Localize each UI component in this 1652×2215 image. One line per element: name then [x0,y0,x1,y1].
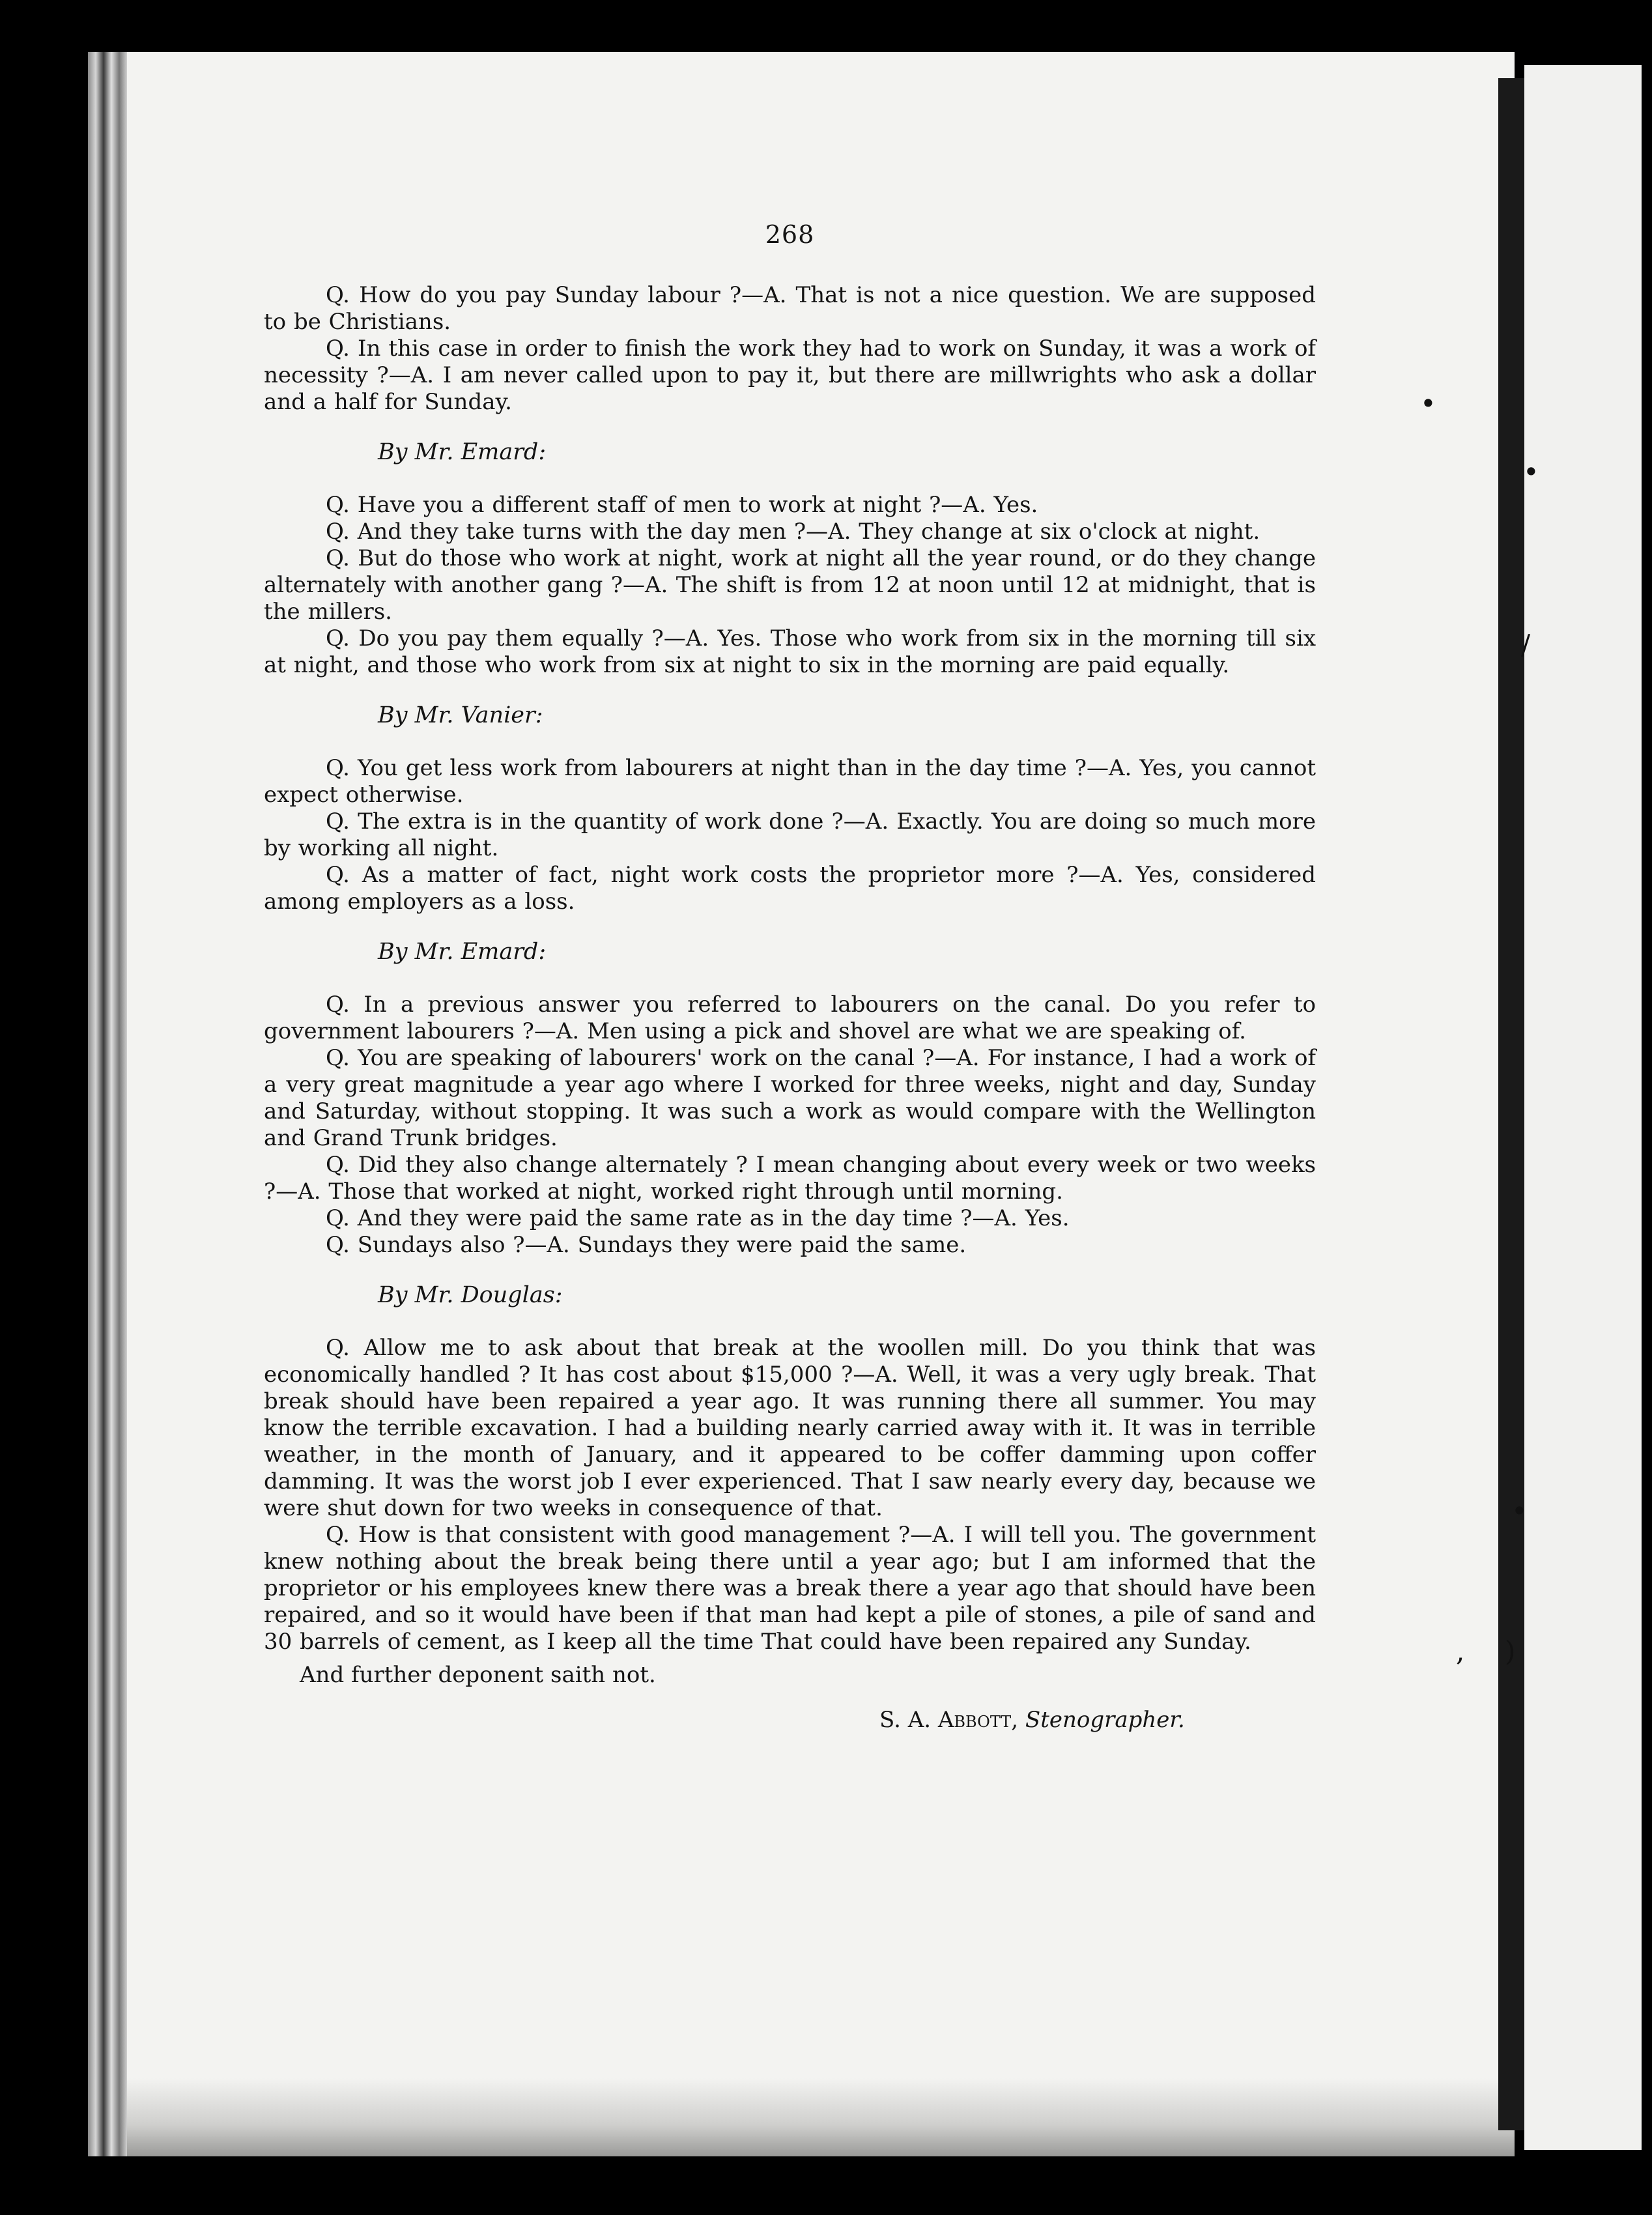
stenographer-signature [264,1707,1316,1734]
signature-title: Stenographer. [1025,1707,1185,1733]
page-number: 268 [765,220,815,249]
question-answer: Q. In this case in order to finish the work they had to work on Sunday, it was a work of necessity ?—A. I am never called upon to pay it, but there are millwrights who ask a dollar and a half for Sunday. [264,336,1316,415]
testimony-section [264,939,1316,1259]
testimony-section [264,282,1316,416]
margin-speck: • [1511,1495,1528,1527]
page-bottom-shadow [127,2078,1515,2156]
question-answer: Q. Have you a different staff of men to work at night ?—A. Yes. [326,492,1038,518]
question-answer: Q. How is that consistent with good management ?—A. I will tell you. The government knew nothing about the break being there until a year ago; but I am informed that the proprietor or his employees knew there was a break there a year ago that should have been repaired, and so it would have been if that man had kept a pile of stones, a pile of sand and 30 barrels of cement, as I keep all the time That could have been repaired any Sunday. [264,1522,1316,1655]
margin-speck: • [1523,456,1539,488]
question-answer: Q. Did they also change alternately ? I mean changing about every week or two weeks ?—A. Those that worked at night, worked right through until morning. [264,1152,1316,1205]
margin-speck: ) [1505,1635,1516,1667]
question-answer: Q. In a previous answer you referred to labourers on the canal. Do you refer to government labourers ?—A. Men using a pick and shovel are what we are speaking of. [264,992,1316,1044]
question-answer: Q. But do those who work at night, work at night all the year round, or do they change alternately with another gang ?—A. The shift is from 12 at noon until 12 at midnight, that is the millers. [264,545,1316,625]
signature-name: S. A. Abbott, [879,1707,1019,1733]
examiner-heading: By Mr. Emard: [378,939,547,965]
margin-speck: / [1521,629,1531,661]
examiner-heading: By Mr. Emard: [378,439,547,465]
testimony-section [264,702,1316,915]
facing-page-edge [1524,65,1642,2150]
margin-speck: • [1420,388,1436,420]
margin-speck: , [1456,1635,1465,1667]
examiner-heading: By Mr. Vanier: [378,702,543,728]
testimony-section [264,439,1316,679]
examiner-heading: By Mr. Douglas: [378,1282,563,1308]
right-page-gutter [1498,78,1524,2130]
page-body [264,222,1316,1734]
question-answer: Q. Sundays also ?—A. Sundays they were paid the same. [326,1232,967,1258]
testimony-section [264,1282,1316,1655]
question-answer: Q. You get less work from labourers at night than in the day time ?—A. Yes, you cannot expect otherwise. [264,755,1316,808]
question-answer: Q. How do you pay Sunday labour ?—A. That is not a nice question. We are supposed to be Christians. [264,282,1316,335]
question-answer: Q. And they take turns with the day men ?—A. They change at six o'clock at night. [326,519,1260,545]
question-answer: Q. And they were paid the same rate as in the day time ?—A. Yes. [326,1205,1070,1231]
question-answer: Q. Allow me to ask about that break at the woollen mill. Do you think that was economically handled ? It has cost about $15,000 ?—A. Well, it was a very ugly break. That break should have been repaired a year ago. It was running there all summer. You may know the terrible excavation. I had a building nearly carried away with it. It was in terrible weather, in the month of January, and it appeared to be coffer damming upon coffer damming. It was the worst job I ever experienced. That I saw nearly every day, because we were shut down for two weeks in consequence of that. [264,1335,1316,1521]
question-answer: Q. You are speaking of labourers' work on the canal ?—A. For instance, I had a work of a very great magnitude a year ago where I worked for three weeks, night and day, Sunday and Saturday, without stopping. It was such a work as would compare with the Wellington and Grand Trunk bridges. [264,1045,1316,1151]
question-answer: Q. As a matter of fact, night work costs the proprietor more ?—A. Yes, considered among employers as a loss. [264,862,1316,915]
question-answer: Q. The extra is in the quantity of work done ?—A. Exactly. You are doing so much more by working all night. [264,808,1316,861]
closing-statement: And further deponent saith not. [300,1662,656,1688]
question-answer: Q. Do you pay them equally ?—A. Yes. Those who work from six in the morning till six at night, and those who work from six at night to six in the morning are paid equally. [264,625,1316,678]
left-binding-edge [88,52,127,2156]
